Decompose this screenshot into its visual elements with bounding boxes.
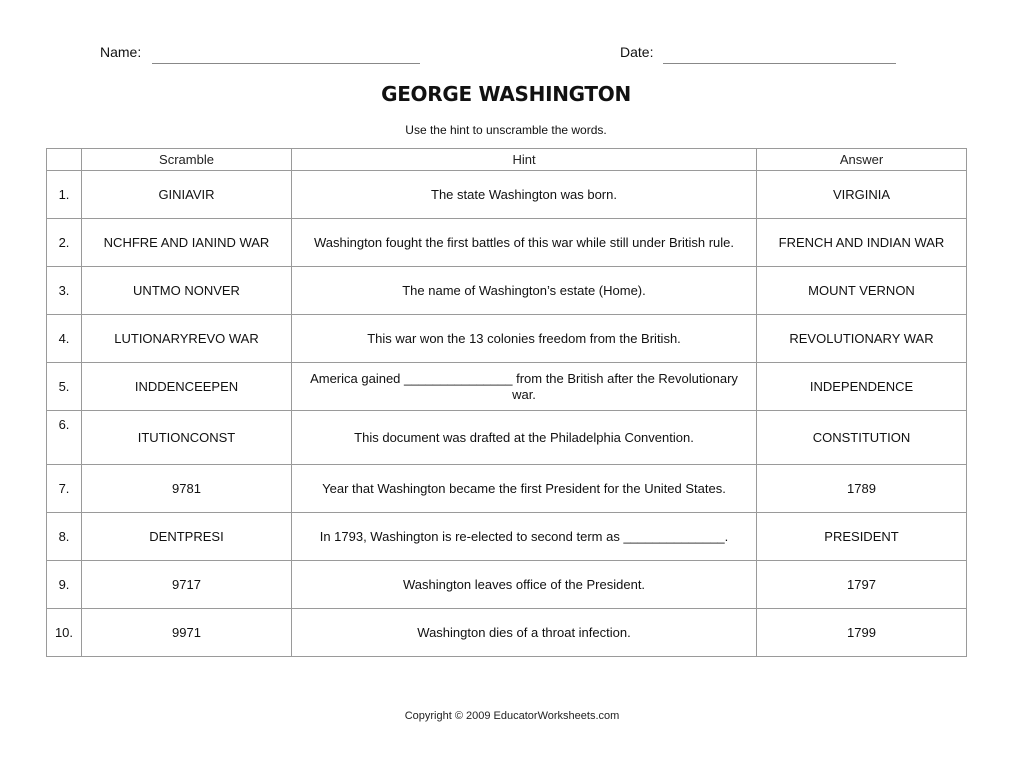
answer-cell: 1797 xyxy=(757,561,967,609)
row-number: 2. xyxy=(47,219,82,267)
scramble-cell: 9781 xyxy=(82,465,292,513)
table-row xyxy=(47,609,967,657)
column-header-answer: Answer xyxy=(757,149,967,171)
scramble-cell: NCHFRE AND IANIND WAR xyxy=(82,219,292,267)
hint-cell: Washington leaves office of the President. xyxy=(292,561,757,609)
table-row xyxy=(47,465,967,513)
answer-cell: MOUNT VERNON xyxy=(757,267,967,315)
row-number: 10. xyxy=(47,609,82,657)
copyright-footer: Copyright © 2009 EducatorWorksheets.com xyxy=(404,710,620,722)
answer-cell: CONSTITUTION xyxy=(757,411,967,465)
answer-cell: INDEPENDENCE xyxy=(757,363,967,411)
scramble-cell: ITUTIONCONST xyxy=(82,411,292,465)
answer-cell: 1799 xyxy=(757,609,967,657)
column-header-scramble: Scramble xyxy=(82,149,292,171)
answer-cell: VIRGINIA xyxy=(757,171,967,219)
table-header-row xyxy=(47,149,967,171)
date-field xyxy=(620,44,653,60)
answer-cell: FRENCH AND INDIAN WAR xyxy=(757,219,967,267)
date-label: Date: xyxy=(620,44,654,60)
scramble-cell: DENTPRESI xyxy=(82,513,292,561)
row-number: 1. xyxy=(47,171,82,219)
row-number: 4. xyxy=(47,315,82,363)
table-row xyxy=(47,513,967,561)
name-label: Name: xyxy=(100,44,142,60)
answer-cell: REVOLUTIONARY WAR xyxy=(757,315,967,363)
scramble-cell: UNTMO NONVER xyxy=(82,267,292,315)
hint-cell: In 1793, Washington is re-elected to second term as ______________. xyxy=(292,513,757,561)
scramble-cell: INDDENCEEPEN xyxy=(82,363,292,411)
table-row xyxy=(47,315,967,363)
table-row xyxy=(47,267,967,315)
instructions: Use the hint to unscramble the words. xyxy=(405,123,607,137)
row-number: 9. xyxy=(47,561,82,609)
row-number: 3. xyxy=(47,267,82,315)
name-field xyxy=(100,44,141,60)
scramble-cell: 9717 xyxy=(82,561,292,609)
hint-cell: The state Washington was born. xyxy=(292,171,757,219)
column-header-hint: Hint xyxy=(292,149,757,171)
hint-cell: Washington fought the first battles of this war while still under British rule. xyxy=(292,219,757,267)
table-row xyxy=(47,411,967,465)
table-row xyxy=(47,363,967,411)
column-header-number xyxy=(47,149,82,171)
answer-cell: 1789 xyxy=(757,465,967,513)
scramble-cell: LUTIONARYREVO WAR xyxy=(82,315,292,363)
table-row xyxy=(47,561,967,609)
hint-cell: This war won the 13 colonies freedom from the British. xyxy=(292,315,757,363)
row-number: 8. xyxy=(47,513,82,561)
table-row xyxy=(47,219,967,267)
table-row xyxy=(47,171,967,219)
page-title: GEORGE WASHINGTON xyxy=(381,82,631,106)
row-number: 5. xyxy=(47,363,82,411)
hint-cell: Washington dies of a throat infection. xyxy=(292,609,757,657)
hint-cell: Year that Washington became the first President for the United States. xyxy=(292,465,757,513)
date-blank-line xyxy=(663,62,896,64)
scramble-table xyxy=(46,148,967,657)
answer-cell: PRESIDENT xyxy=(757,513,967,561)
scramble-cell: 9971 xyxy=(82,609,292,657)
row-number: 6. xyxy=(47,411,82,465)
row-number: 7. xyxy=(47,465,82,513)
hint-cell: America gained _______________ from the British after the Revolutionary war. xyxy=(292,363,757,411)
hint-cell: The name of Washington’s estate (Home). xyxy=(292,267,757,315)
scramble-cell: GINIAVIR xyxy=(82,171,292,219)
hint-cell: This document was drafted at the Philadelphia Convention. xyxy=(292,411,757,465)
name-blank-line xyxy=(152,62,420,64)
